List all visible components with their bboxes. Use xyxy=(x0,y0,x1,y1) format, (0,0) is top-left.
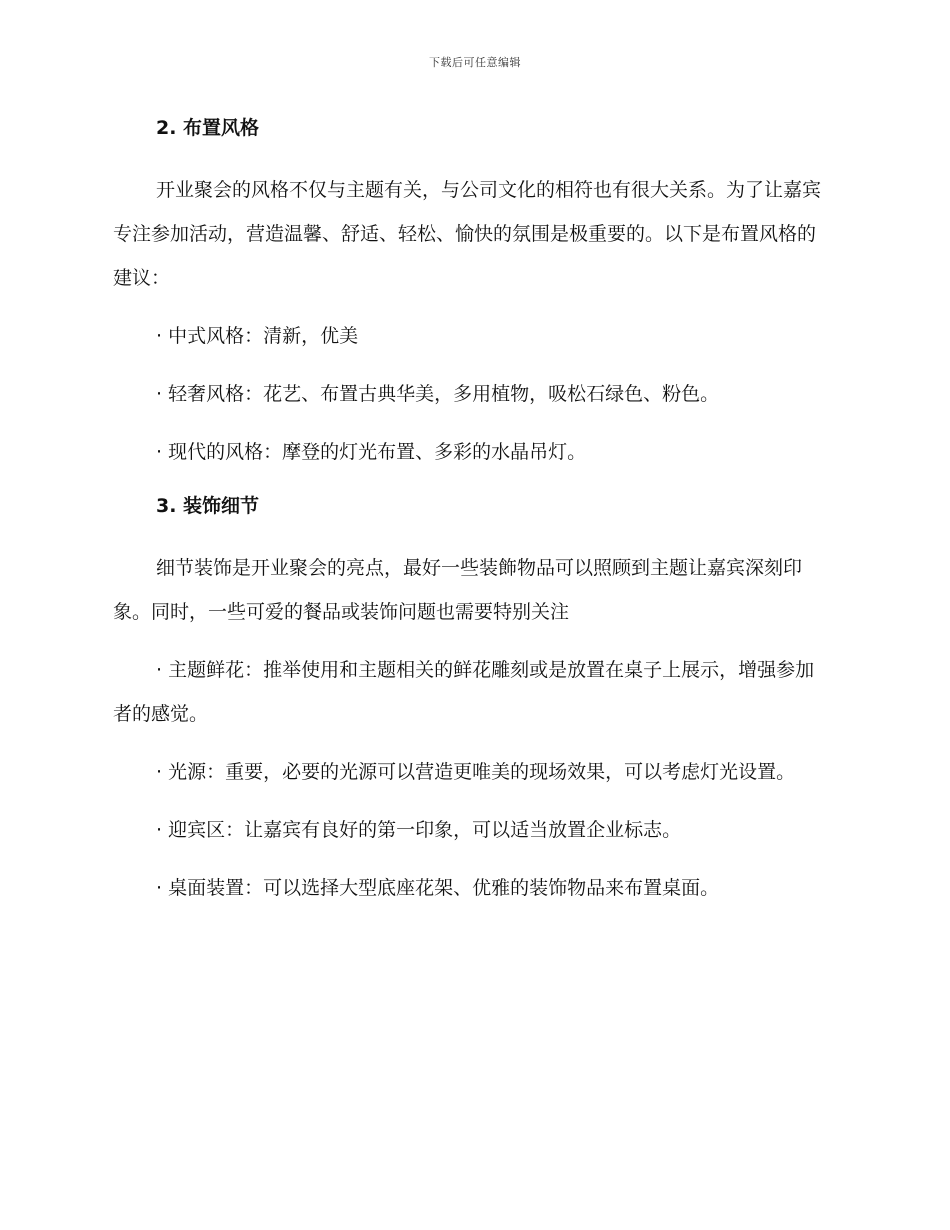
bullet-item: · 桌面装置：可以选择大型底座花架、优雅的装饰物品来布置桌面。 xyxy=(156,877,720,899)
section-paragraph-decoration-details: 细节装饰是开业聚会的亮点，最好一些装飾物品可以照顾到主题让嘉宾深刻印象。同时，一些可爱的餐品或装饰问题也需要特别关注 xyxy=(113,557,803,623)
section-heading-layout-style: 2. 布置风格 xyxy=(156,117,260,139)
section-heading-decoration-details: 3. 装饰细节 xyxy=(156,495,260,517)
page-header: 下载后可任意编辑 xyxy=(429,56,521,69)
bullet-item: · 迎宾区：让嘉宾有良好的第一印象，可以适当放置企业标志。 xyxy=(156,819,682,841)
bullet-item: · 现代的风格：摩登的灯光布置、多彩的水晶吊灯。 xyxy=(156,441,587,463)
document-body xyxy=(113,110,833,924)
section-paragraph-layout-style: 开业聚会的风格不仅与主题有关，与公司文化的相符也有很大关系。为了让嘉宾专注参加活动，营造温馨、舒适、轻松、愉快的氛围是极重要的。以下是布置风格的建议： xyxy=(113,179,822,289)
bullet-item: · 光源：重要，必要的光源可以营造更唯美的现场效果，可以考虑灯光设置。 xyxy=(156,761,796,783)
bullet-item: · 轻奢风格：花艺、布置古典华美，多用植物，吸松石绿色、粉色。 xyxy=(156,383,720,405)
bullet-item: · 主题鲜花：推举使用和主题相关的鲜花雕刻或是放置在桌子上展示，增强参加者的感觉。 xyxy=(113,659,815,725)
bullet-item: · 中式风格：清新，优美 xyxy=(156,325,359,347)
